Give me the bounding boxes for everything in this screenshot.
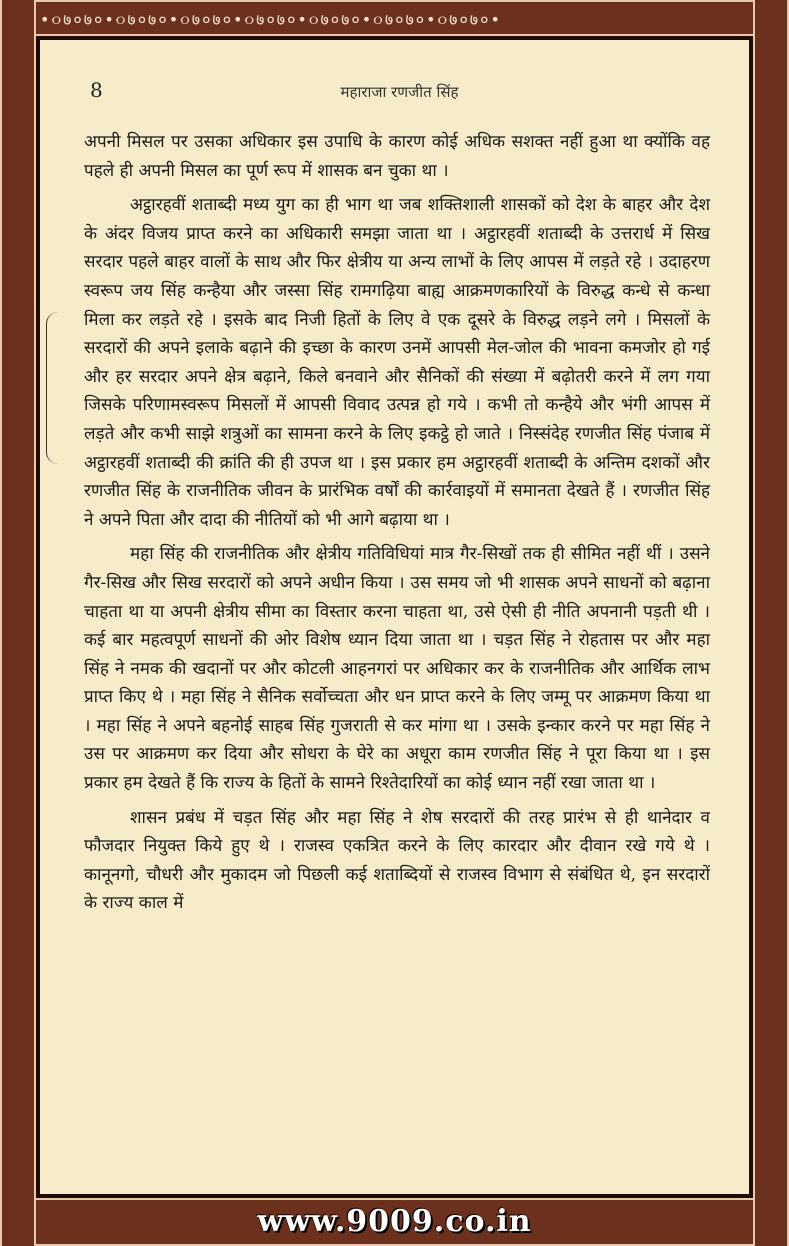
footer-url[interactable]: www.9009.co.in [257,1204,532,1239]
margin-brace-mark [46,312,61,464]
top-border [0,0,789,36]
left-border [0,0,36,1246]
paragraph-4: शासन प्रबंध में चड़त सिंह और महा सिंह ने शेष सरदारों की तरह प्रारंभ से ही थानेदार व फौजदार नियुक्त किये हुए थे । राजस्व एकत्रित करने के लिए कारदार और दीवान रखे गये थे । कानूनगो, चौधरी और मुकादम जो पिछली कई शताब्दियों से राजस्व विभाग से संबंधित थे, इन सरदारों के राज्य काल में [84,807,710,914]
page-paper [36,36,753,1198]
body-text [84,128,710,924]
paragraph-3: महा सिंह की राजनीतिक और क्षेत्रीय गतिविधियां मात्र गैर-सिखों तक ही सीमित नहीं थीं । उसने गैर-सिख और सिख सरदारों को अपने अधीन किया । उस समय जो भी शासक अपने साधनों को बढ़ाना चाहता था या अपनी क्षेत्रीय सीमा का विस्तार करना चाहता था, उसे ऐसी ही नीति अपनानी पड़ती थी । कई बार महत्वपूर्ण साधनों की ओर विशेष ध्यान दिया जाता था । चड़त सिंह ने रोहतास पर और महा सिंह ने नमक की खदानों पर और कोटली आहनगरां पर अधिकार कर के राजनीतिक और आर्थिक लाभ प्राप्त किए थे । महा सिंह ने सैनिक सर्वोच्चता और धन प्राप्त करने के लिए जम्मू पर आक्रमण किया था । महा सिंह ने अपने बहनोई साहब सिंह गुजराती से कर मांगा था । उसके इन्कार करने पर महा सिंह ने उस पर आक्रमण कर दिया और सोधरा के घेरे का अधूरा काम रणजीत सिंह ने पूरा किया था । इस प्रकार हम देखते हैं कि राज्य के हितों के सामने रिश्तेदारियों का कोई ध्यान नहीं रखा जाता था । [84,544,710,794]
page-title: महाराजा रणजीत सिंह [340,83,459,101]
page-number: 8 [90,78,103,102]
paragraph-1: अपनी मिसल पर उसका अधिकार इस उपाधि के कारण कोई अधिक सशक्त नहीं हुआ था क्योंकि वह पहले ही अपनी मिसल का पूर्ण रूप में शासक बन चुका था । [84,132,710,181]
top-ornament: •૦७०७०•૦७०७०•૦७०७०•૦७०७०•૦७०७०•૦७०७०•૦७०७०• [40,10,502,29]
page-header [90,78,709,108]
right-border [753,0,789,1246]
paragraph-2: अट्ठारहवीं शताब्दी मध्य युग का ही भाग था जब शक्तिशाली शासकों को देश के बाहर और देश के अंदर विजय प्राप्त करने का अधिकारी समझा जाता था । अट्ठारहवीं शताब्दी के उत्तरार्ध में सिख सरदार पहले बाहर वालों के साथ और फिर क्षेत्रीय या अन्य लाभों के लिए आपस में लड़ते रहे । उदाहरण स्वरूप जय सिंह कन्हैया और जस्सा सिंह रामगढ़िया बाह्य आक्रमणकारियों के विरुद्ध कन्धे से कन्धा मिला कर लड़ते रहे । इसके बाद निजी हितों के लिए वे एक दूसरे के विरुद्ध लड़ने लगे । मिसलों के सरदारों की अपने इलाके बढ़ाने की इच्छा के कारण उनमें आपसी मेल-जोल की भावना कमजोर हो गई और हर सरदार अपने क्षेत्र बढ़ाने, किले बनवाने और सैनिकों की संख्या में बढ़ोतरी करने में लग गया जिसके परिणामस्वरूप मिसलों में आपसी विवाद उत्पन्न हो गये । कभी तो कन्हैये और भंगी आपस में लड़ते और कभी साझे शत्रुओं का सामना करने के लिए इकट्ठे हो जाते । निस्संदेह रणजीत सिंह पंजाब में अट्ठारहवीं शताब्दी की क्रांति की ही उपज था । इस प्रकार हम अट्ठारहवीं शताब्दी के अन्तिम दशकों और रणजीत सिंह के राजनीतिक जीवन के प्रारंभिक वर्षों की कार्रवाइयों में समानता देखते हैं । रणजीत सिंह ने अपने पिता और दादा की नीतियों को भी आगे बढ़ाया था । [84,195,710,530]
footer [0,1200,789,1244]
